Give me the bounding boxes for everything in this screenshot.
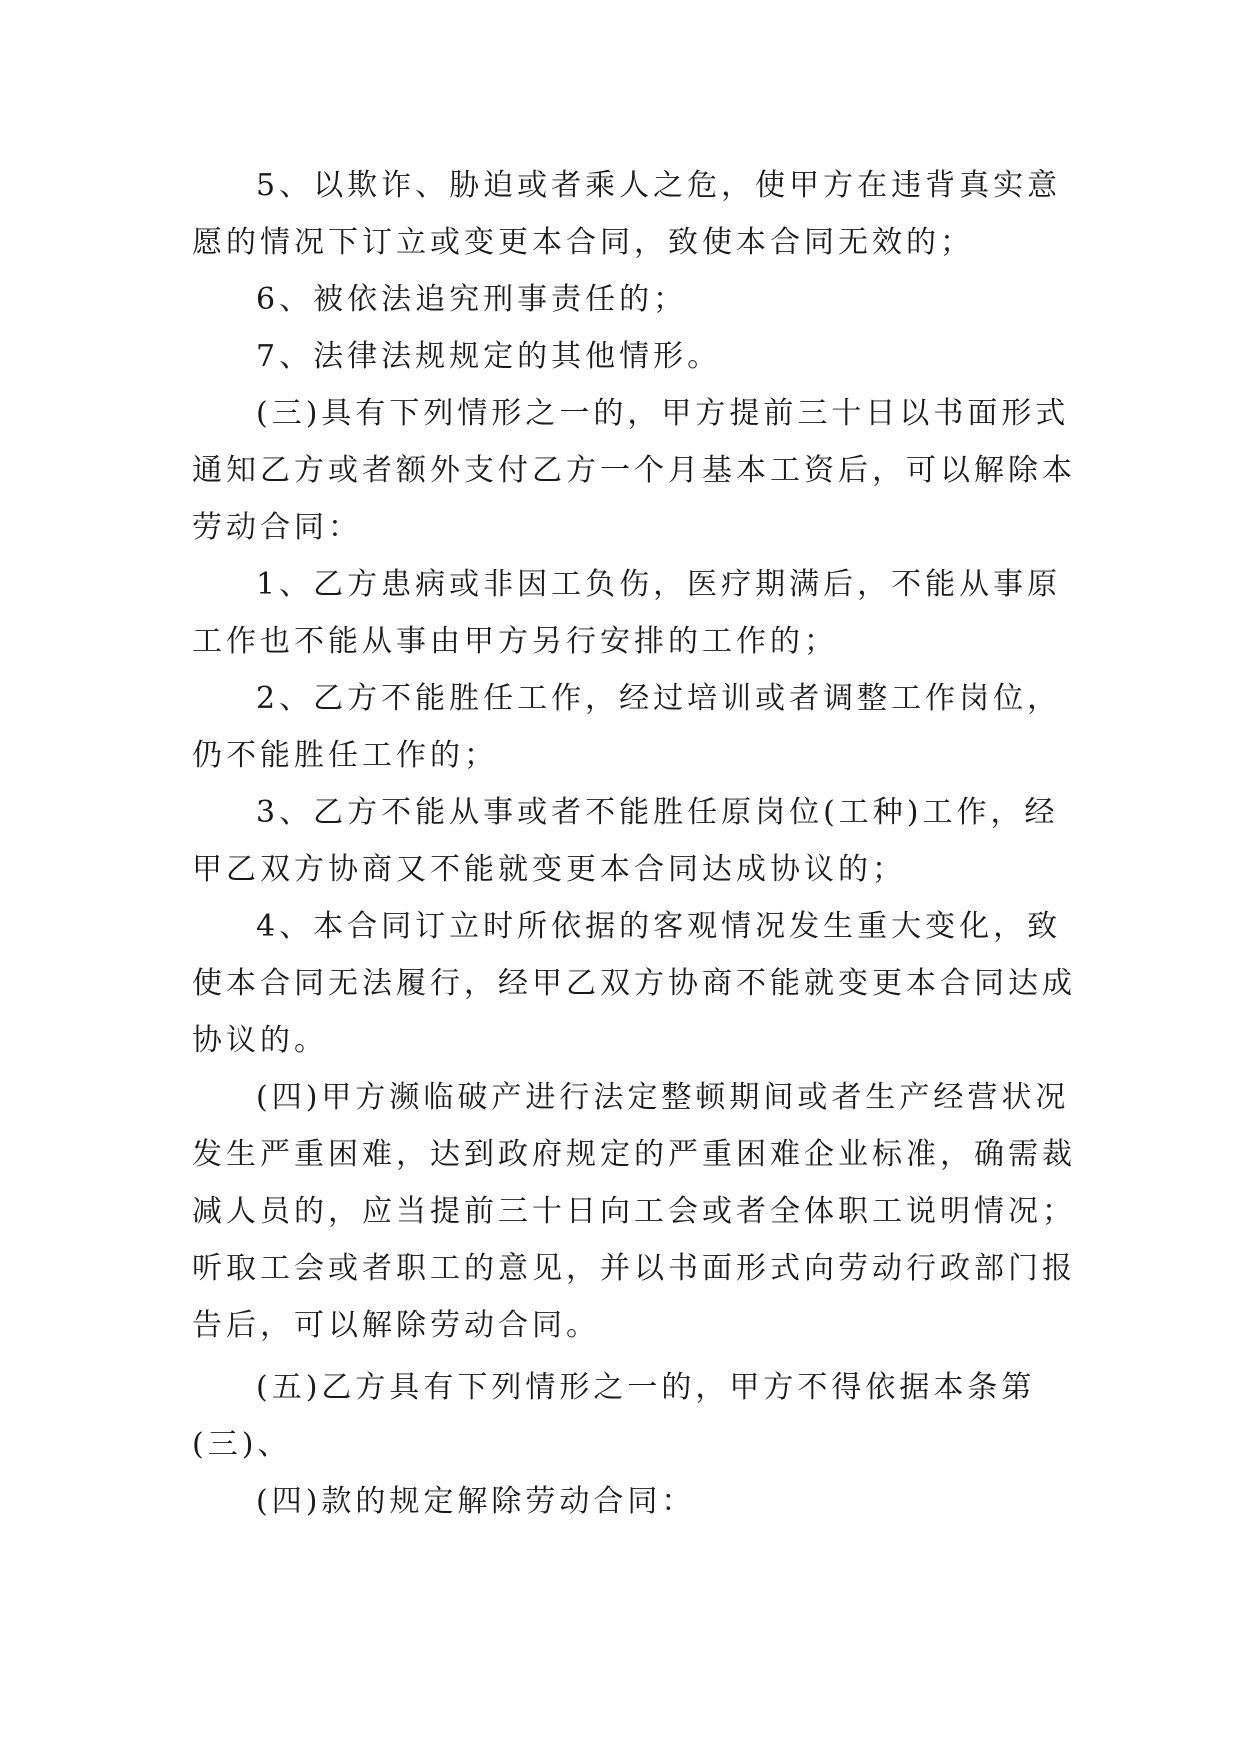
text-line: (三)具有下列情形之一的，甲方提前三十日以书面形式: [256, 396, 1070, 431]
text-line: 发生严重困难，达到政府规定的严重困难企业标准，确需裁: [192, 1137, 1076, 1172]
text-line: 劳动合同：: [192, 510, 362, 545]
paragraph-clause-4: [192, 1069, 1076, 1354]
text-line: 1、乙方患病或非因工负伤，医疗期满后，不能从事原: [256, 567, 1062, 602]
paragraph-clause-3: [192, 385, 1076, 556]
text-line: (三)、: [192, 1427, 292, 1462]
text-line: 6、被依法追究刑事责任的；: [256, 282, 688, 317]
text-line: 听取工会或者职工的意见，并以书面形式向劳动行政部门报: [192, 1251, 1076, 1286]
paragraph-clause-5-continued: [192, 1473, 1054, 1530]
paragraph-item-5: [192, 157, 1062, 271]
text-line: 使本合同无法履行，经甲乙双方协商不能就变更本合同达成: [192, 966, 1076, 1001]
text-line: 减人员的，应当提前三十日向工会或者全体职工说明情况；: [192, 1194, 1076, 1229]
text-line: (四)款的规定解除劳动合同：: [256, 1484, 696, 1519]
text-line: (五)乙方具有下列情形之一的，甲方不得依据本条第: [256, 1370, 1036, 1405]
text-line: 5、以欺诈、胁迫或者乘人之危，使甲方在违背真实意: [256, 168, 1062, 203]
text-line: 通知乙方或者额外支付乙方一个月基本工资后，可以解除本: [192, 453, 1076, 488]
text-line: 4、本合同订立时所依据的客观情况发生重大变化，致: [256, 909, 1062, 944]
paragraph-item-4: [192, 898, 1076, 1069]
text-line: 告后，可以解除劳动合同。: [192, 1308, 600, 1343]
text-line: 仍不能胜任工作的；: [192, 738, 498, 773]
paragraph-item-6: [192, 271, 1054, 328]
paragraph-item-2: [192, 670, 1062, 784]
text-line: (四)甲方濒临破产进行法定整顿期间或者生产经营状况: [256, 1080, 1070, 1115]
text-line: 工作也不能从事由甲方另行安排的工作的；: [192, 624, 838, 659]
text-line: 2、乙方不能胜任工作，经过培训或者调整工作岗位，: [256, 681, 1062, 716]
text-line: 愿的情况下订立或变更本合同，致使本合同无效的；: [192, 225, 974, 260]
paragraph-item-1: [192, 556, 1062, 670]
text-line: 协议的。: [192, 1023, 328, 1058]
text-line: 甲乙双方协商又不能就变更本合同达成协议的；: [192, 852, 906, 887]
text-line: 3、乙方不能从事或者不能胜任原岗位(工种)工作，经: [256, 795, 1059, 830]
paragraph-clause-5: [192, 1359, 1054, 1473]
paragraph-item-7: [192, 328, 1054, 385]
paragraph-item-3: [192, 784, 1059, 898]
text-line: 7、法律法规规定的其他情形。: [256, 339, 722, 374]
document-body: [192, 157, 1076, 1530]
